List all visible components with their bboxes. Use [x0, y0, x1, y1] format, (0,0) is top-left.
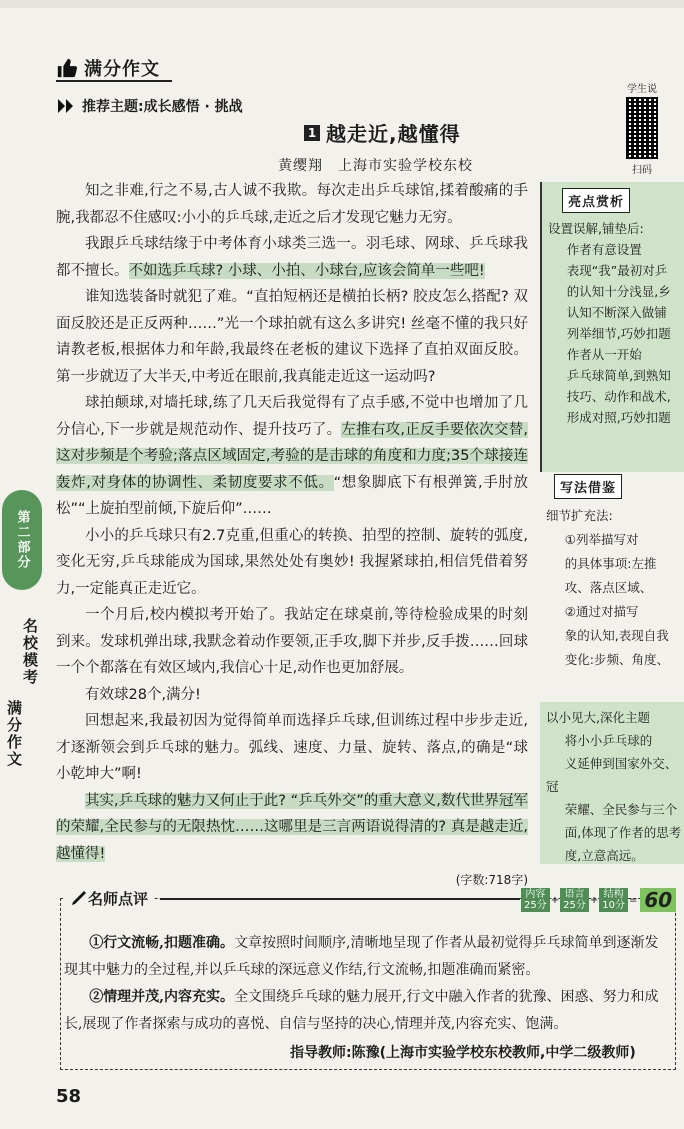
word-count: (字数:718字)	[455, 873, 528, 887]
sidebar-line: 技巧、动作和战术,	[566, 389, 671, 404]
score-points: 25分	[524, 900, 547, 911]
article-paragraph	[56, 708, 528, 788]
score-name: 语言	[564, 889, 585, 900]
sidebar-line: 的认知十分浅显,乡	[566, 284, 671, 299]
article-paragraph	[56, 602, 528, 682]
sidebar-line: 列举细节,巧妙扣题	[566, 326, 671, 341]
part-tab[interactable]: 第二部分	[2, 490, 42, 590]
score-name: 结构	[603, 889, 624, 900]
review-paragraph-1: ①行文流畅,扣题准确。文章按照时间顺序,清晰地呈现了作者从最初觉得乒乓球简单到逐渐发现其中魅力的全过程,并以乒乓球的深远意义作结,行文流畅,扣题准确而紧密。	[64, 935, 659, 978]
article-paragraph	[56, 231, 528, 284]
section-title: 满分作文	[84, 59, 160, 80]
review-text	[64, 930, 672, 1038]
top-band	[0, 0, 684, 8]
pen-icon	[70, 891, 88, 907]
sidebar-line: 象的认知,表现自我	[564, 628, 669, 643]
sidebar-theme-box	[540, 702, 684, 864]
score-points: 25分	[563, 900, 586, 911]
qr-top-label: 学生说	[627, 84, 657, 95]
article-paragraph	[56, 284, 528, 390]
topic-text: 推荐主题:成长感悟 · 挑战	[82, 99, 243, 115]
article-paragraph	[56, 390, 528, 523]
article-title-row	[304, 118, 461, 147]
paragraph-text: 我跟乒乓球结缘于中考体育小球类三选一。羽毛球、网球、乒乓球我都不擅长。	[56, 236, 528, 279]
article-number-badge: 1	[304, 125, 320, 141]
section-header	[56, 55, 160, 81]
score-total: 60	[640, 888, 676, 912]
sidebar-line: 作者从一开始	[566, 347, 642, 362]
sidebar-line: 表现“我”最初对乒	[566, 263, 668, 278]
theme-text	[546, 706, 684, 867]
sidebar-line: 以小见大,深化主题	[546, 710, 650, 725]
article-paragraph	[56, 523, 528, 603]
sidebar-highlights-box	[540, 182, 684, 472]
paragraph-text: 有效球28个,满分!	[85, 686, 201, 703]
paragraph-text: 回想起来,我最初因为觉得简单而选择乒乓球,但训练过程中步步走近,才逐渐领会到乒乓球的魅力。弧线、速度、力量、旋转、落点,的确是“球小乾坤大”啊!	[56, 713, 528, 782]
double-arrow-icon	[58, 99, 76, 113]
side-label-mock-exam: 名校模考	[21, 618, 39, 686]
sidebar	[540, 182, 684, 864]
plus-sign: +	[550, 894, 560, 906]
score-name: 内容	[525, 889, 546, 900]
sidebar-line: 变化:步频、角度、	[564, 652, 669, 667]
score-chip	[560, 888, 589, 912]
sidebar-line: 攻、落点区域、	[564, 580, 653, 595]
sidebar-line: 面,体现了作者的思考	[564, 825, 682, 840]
sidebar-line: ①列举描写对	[564, 532, 639, 547]
sidebar-line: 设置误解,铺垫后:	[548, 221, 644, 236]
article-author: 黄缨翔 上海市实验学校东校	[278, 158, 473, 174]
paragraph-text: “想象脚底下有根弹簧,手肘放松”“上旋拍型前倾,下旋后仰”……	[56, 474, 528, 517]
paragraph-text: 知之非难,行之不易,古人诚不我欺。每次走出乒乓球馆,揉着酸痛的手腕,我都忍不住感叹:小小的乒乓球,走近之后才发现它魅力无穷。	[56, 183, 528, 226]
article-body	[56, 178, 528, 894]
highlighted-text: 其实,乒乓球的魅力又何止于此? “乒乓外交”的重大意义,数代世界冠军的荣耀,全民参与的无限热忱……这哪里是三言两语说得清的? 真是越走近,越懂得!	[56, 792, 528, 862]
left-bar	[0, 490, 44, 590]
score-chip	[599, 888, 628, 912]
sidebar-line: 度,立意高远。	[564, 848, 644, 863]
sidebar-techniques-box	[540, 472, 684, 682]
paragraph-text: 一个月后,校内模拟考开始了。我站定在球桌前,等待检验成果的时刻到来。发球机弹出球,我默念着动作要领,正手攻,脚下并步,反手拨……回球一个个都落在有效区域内,我信心十足,动作也更加舒展。	[56, 607, 528, 676]
review-paragraph-2: ②情理并茂,内容充实。全文围绕乒乓球的魅力展开,行文中融入作者的犹豫、困惑、努力和成长,展现了作者探索与成功的喜悦、自信与坚持的决心,情理并茂,内容充实、饱满。	[64, 989, 659, 1032]
article-title: 越走近,越懂得	[326, 122, 461, 146]
side-label-full-mark: 满分作文	[5, 700, 23, 768]
article-paragraph	[56, 788, 528, 868]
paragraph-text: 球拍颠球,对墙托球,练了几天后我觉得有了点手感,不觉中也增加了几分信心,下一步就是规范动作、提升技巧了。	[56, 395, 528, 438]
qr-code-icon[interactable]	[626, 97, 658, 159]
sidebar-line: 乒乓球简单,到熟知	[566, 368, 671, 383]
instructor-credit: 指导教师:陈豫(上海市实验学校东校教师,中学二级教师)	[290, 1045, 636, 1061]
highlighted-text: 不如选乒乓球? 小球、小拍、小球台,应该会简单一些吧!	[128, 262, 485, 279]
techniques-label: 写法借鉴	[554, 474, 622, 499]
sidebar-line: 形成对照,巧妙扣题	[566, 410, 671, 425]
sidebar-line: ②通过对描写	[564, 604, 639, 619]
qr-code-block[interactable]	[612, 80, 672, 176]
review-rule	[160, 898, 520, 900]
review-tag	[64, 888, 154, 909]
paragraph-text: 小小的乒乓球只有2.7克重,但重心的转换、拍型的控制、旋转的弧度,变化无穷,乒乓球能成为国球,果然处处有奥妙! 我握紧球拍,相信凭借着努力,一定能真正走近它。	[56, 527, 528, 597]
plus-sign: +	[589, 894, 599, 906]
article-paragraph	[56, 178, 528, 231]
sidebar-line: 作者有意设置	[566, 242, 642, 257]
sidebar-line: 义延伸到国家外交、冠	[546, 756, 678, 794]
article-paragraph	[56, 682, 528, 709]
sidebar-line: 细节扩充法:	[546, 508, 613, 523]
qr-bottom-label: 扫码	[632, 165, 652, 176]
highlights-label: 亮点赏析	[562, 188, 630, 213]
sidebar-line: 认知不断深入做铺	[566, 305, 667, 320]
page-number: 58	[56, 1086, 82, 1107]
sidebar-line: 的具体事项:左推	[564, 556, 657, 571]
score-breakdown	[520, 888, 676, 912]
review-title: 名师点评	[88, 890, 149, 908]
sidebar-line: 将小小乒乓球的	[564, 733, 653, 748]
equals-sign: =	[628, 894, 638, 906]
recommended-topic	[58, 96, 243, 116]
sidebar-line: 荣耀、全民参与三个	[564, 802, 678, 817]
highlights-text	[548, 218, 684, 428]
score-points: 10分	[602, 900, 625, 911]
header-rule	[56, 80, 172, 82]
paragraph-text: 谁知选装备时就犯了难。“直拍短柄还是横拍长柄? 胶皮怎么搭配? 双面反胶还是正反两种……”光一个球拍就有这么多讲究! 丝毫不懂的我只好请教老板,根据体力和年龄,我最终在老板的建议下选择了直拍双面反胶。第一步就迈了大半天,中考近在眼前,我真能走近这一运动吗?	[56, 289, 528, 385]
score-chip	[521, 888, 550, 912]
highlighted-text: 左推右攻,正反手要依次交替,这对步频是个考验;落点区域固定,考验的是击球的角度和力度;35个球接连轰炸,对身体的协调性、柔韧度要求不低。	[56, 421, 529, 491]
techniques-text	[546, 504, 684, 672]
thumbs-up-icon	[56, 57, 78, 79]
